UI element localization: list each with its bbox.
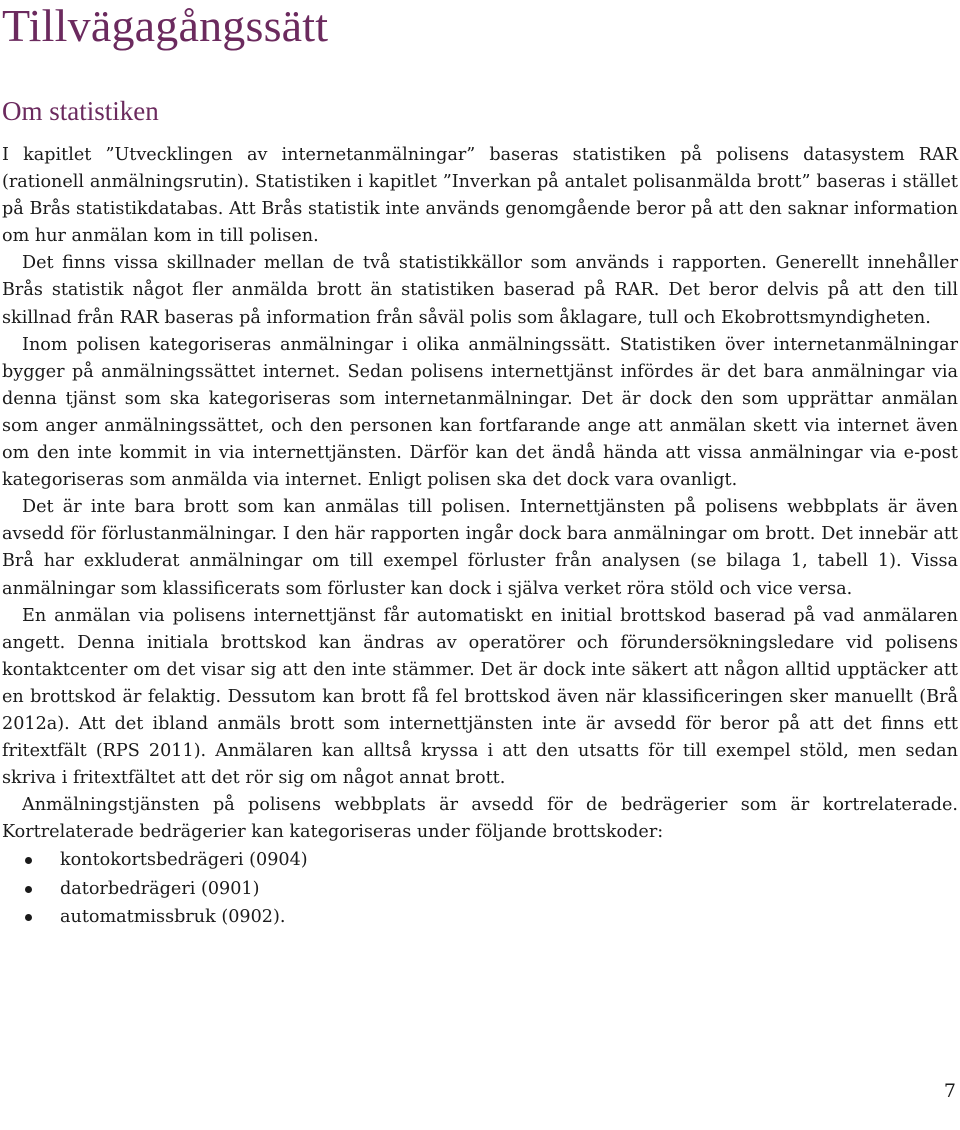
list-item — [60, 903, 958, 932]
bullet-list — [2, 846, 958, 932]
bullet-icon — [25, 886, 32, 893]
page-number: 7 — [943, 1080, 956, 1102]
paragraph: Det finns vissa skillnader mellan de två statistikkällor som används i rapporten. Generellt innehåller Brås statistik något fler anmälda brott än statistiken baserad på RAR. Det beror delvis på att den till skillnad från RAR baseras på information från såväl polis som åklagare, tull och Ekobrottsmyndigheten. — [2, 253, 958, 328]
paragraph: I kapitlet ”Utvecklingen av internetanmälningar” baseras statistiken på polisens datasystem RAR (rationell anmälningsrutin). Statistiken i kapitlet ”Inverkan på antalet polisanmälda brott” baseras i stället på Brås statistikdatabas. Att Brås statistik inte används genomgående beror på att den saknar information om hur anmälan kom in till polisen. — [2, 145, 958, 247]
paragraph: Anmälningstjänsten på polisens webbplats är avsedd för de bedrägerier som är kortrelaterade. Kortrelaterade bedrägerier kan kategoriseras under följande brottskoder: — [2, 795, 958, 843]
bullet-icon — [25, 857, 32, 864]
paragraph: Inom polisen kategoriseras anmälningar i olika anmälningssätt. Statistiken över internetanmälningar bygger på anmälningssättet internet. Sedan polisens internettjänst infördes är det bara anmälningar via denna tjänst som ska kategoriseras som internetanmälningar. Det är dock den som upprättar anmälan som anger anmälningssättet, och den personen kan fortfarande ange att anmälan skett via internet även om den inte kommit in via internettjänsten. Därför kan det ändå hända att vissa anmälningar via e-post kategoriseras som anmälda via internet. Enligt polisen ska det dock vara ovanligt. — [2, 334, 958, 491]
section-heading: Om statistiken — [2, 96, 159, 126]
list-item-text: kontokortsbedrägeri (0904) — [60, 850, 308, 871]
list-item-text: datorbedrägeri (0901) — [60, 878, 260, 899]
list-item — [60, 875, 958, 904]
list-item — [60, 846, 958, 875]
page-title: Tillvägagångssätt — [2, 0, 329, 51]
body-text — [2, 142, 958, 932]
bullet-icon — [25, 914, 32, 921]
paragraph: En anmälan via polisens internettjänst får automatiskt en initial brottskod baserad på vad anmälaren angett. Denna initiala brottskod kan ändras av operatörer och förundersökningsledare vid polisens kontaktcenter om det visar sig att den inte stämmer. Det är dock inte säkert att någon alltid upptäcker att en brottskod är felaktig. Dessutom kan brott få fel brottskod även när klassificeringen sker manuellt (Brå 2012a). Att det ibland anmäls brott som internettjänsten inte är avsedd för beror på att det finns ett fritextfält (RPS 2011). Anmälaren kan alltså kryssa i att den utsatts för till exempel stöld, men sedan skriva i fritextfältet att det rör sig om något annat brott. — [2, 605, 958, 789]
paragraph: Det är inte bara brott som kan anmälas till polisen. Internettjänsten på polisens webbplats är även avsedd för förlustanmälningar. I den här rapporten ingår dock bara anmälningar om brott. Det innebär att Brå har exkluderat anmälningar om till exempel förluster från analysen (se bilaga 1, tabell 1). Vissa anmälningar som klassificerats som förluster kan dock i själva verket röra stöld och vice versa. — [2, 497, 958, 599]
list-item-text: automatmissbruk (0902). — [60, 907, 286, 928]
